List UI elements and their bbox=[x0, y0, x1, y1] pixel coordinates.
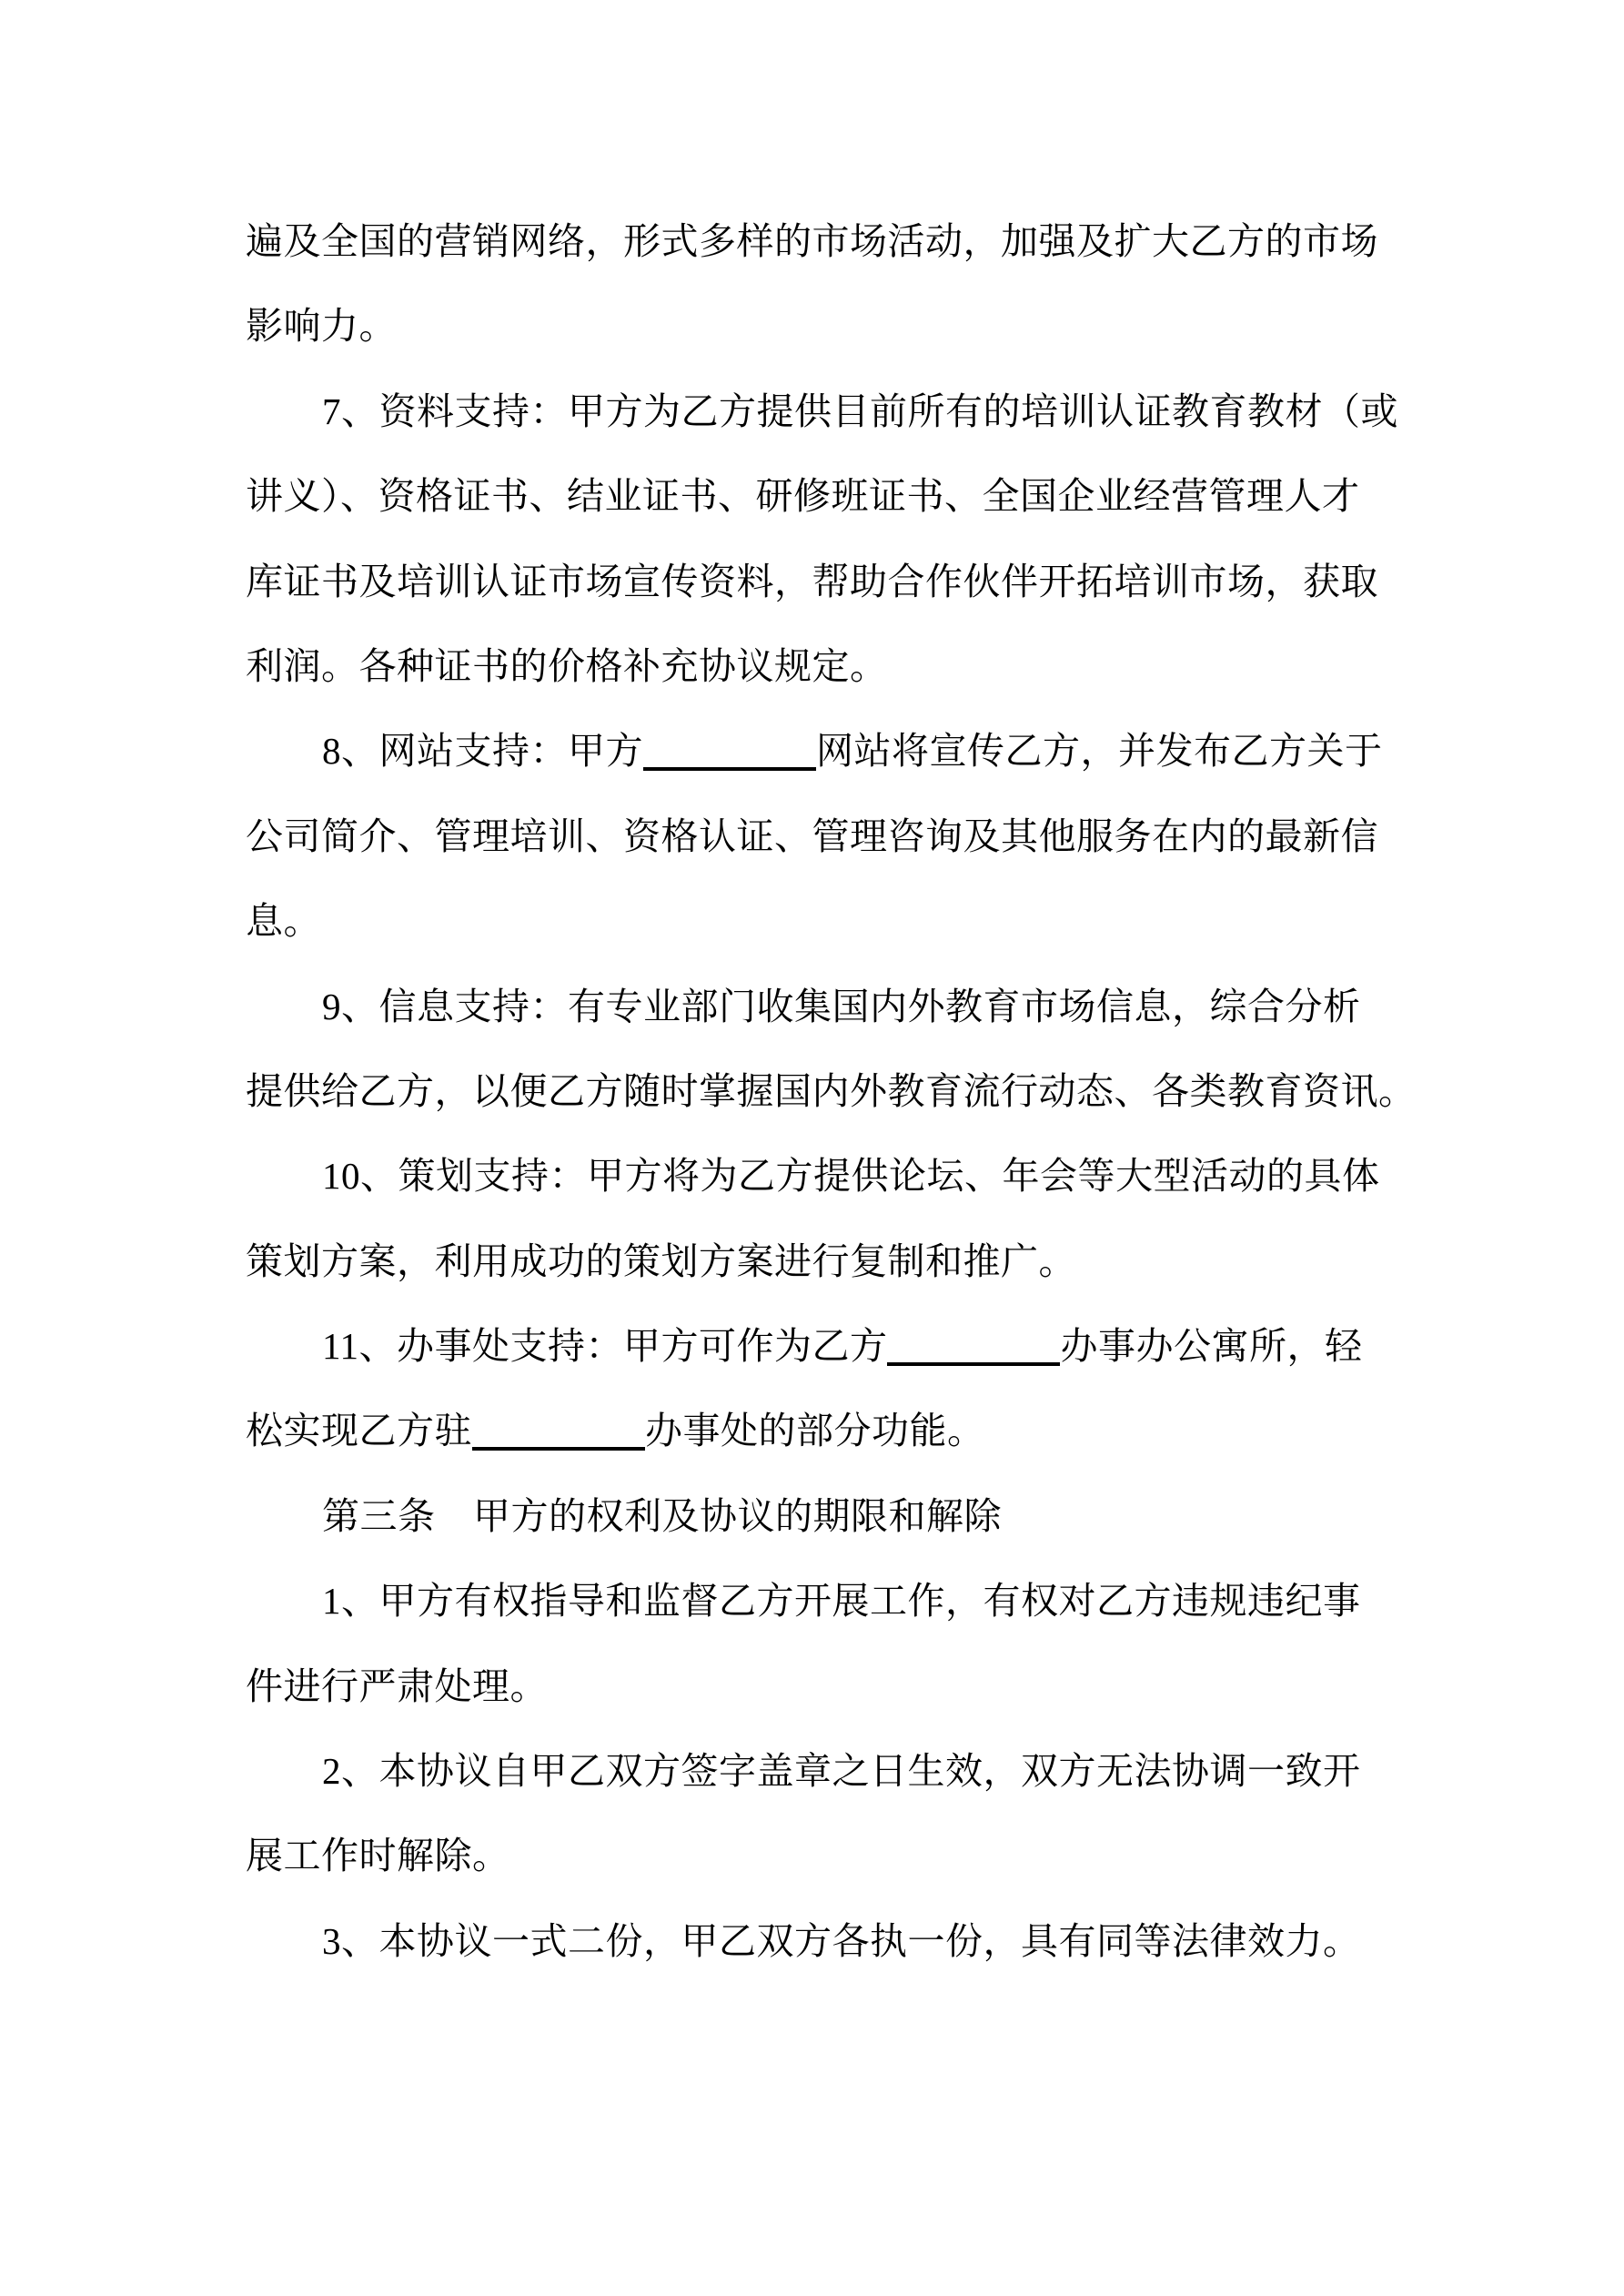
text-line: 息。 bbox=[246, 900, 321, 943]
text-line-item-9: 9、信息支持：有专业部门收集国内外教育市场信息，综合分析 bbox=[322, 985, 1361, 1027]
text-line-item-2: 2、本协议自甲乙双方签字盖章之日生效，双方无法协调一致开 bbox=[322, 1750, 1361, 1793]
text-line-item-1: 1、甲方有权指导和监督乙方开展工作，有权对乙方违规违纪事 bbox=[322, 1580, 1361, 1623]
text-line: 利润。各种证书的价格补充协议规定。 bbox=[246, 644, 888, 687]
text-line-item-8 bbox=[246, 709, 1383, 794]
text-line-item-10: 10、策划支持：甲方将为乙方提供论坛、年会等大型活动的具体 bbox=[322, 1155, 1380, 1198]
text-line: 库证书及培训认证市场宣传资料，帮助合作伙伴开拓培训市场，获取 bbox=[246, 560, 1378, 602]
text-line-item-11 bbox=[246, 1304, 1379, 1389]
line-text-before-blank: 松实现乙方驻 bbox=[246, 1410, 472, 1452]
text-line: 影响力。 bbox=[246, 305, 397, 348]
text-line: 公司简介、管理培训、资格认证、管理咨询及其他服务在内的最新信 bbox=[246, 814, 1378, 857]
text-line-item-7: 7、资料支持：甲方为乙方提供目前所有的培训认证教育教材（或 bbox=[322, 389, 1398, 432]
blank-underline-field bbox=[472, 1447, 645, 1451]
text-line: 策划方案，利用成功的策划方案进行复制和推广。 bbox=[246, 1239, 1076, 1282]
text-line: 遍及全国的营销网络，形式多样的市场活动，加强及扩大乙方的市场 bbox=[246, 220, 1378, 262]
line-text-before-blank: 11、办事处支持：甲方可作为乙方 bbox=[322, 1325, 888, 1368]
blank-underline-field bbox=[887, 1362, 1060, 1366]
line-text-after-blank: 网站将宣传乙方，并发布乙方关于 bbox=[816, 730, 1383, 773]
text-line bbox=[246, 1389, 1379, 1473]
document-text-block bbox=[246, 199, 1417, 1984]
line-text-after-blank: 办事办公寓所，轻 bbox=[1060, 1325, 1363, 1368]
line-text-after-blank: 办事处的部分功能。 bbox=[645, 1410, 985, 1452]
text-line: 展工作时解除。 bbox=[246, 1835, 510, 1877]
text-line: 提供给乙方，以便乙方随时掌握国内外教育流行动态、各类教育资讯。 bbox=[246, 1069, 1417, 1112]
text-line: 件进行严肃处理。 bbox=[246, 1664, 548, 1707]
blank-underline-field bbox=[643, 767, 816, 771]
text-line: 讲义）、资格证书、结业证书、研修班证书、全国企业经营管理人才 bbox=[246, 475, 1360, 518]
text-line-item-3: 3、本协议一式二份，甲乙双方各执一份，具有同等法律效力。 bbox=[322, 1919, 1361, 1962]
line-text-before-blank: 8、网站支持：甲方 bbox=[322, 730, 643, 773]
section-heading-line: 第三条 甲方的权利及协议的期限和解除 bbox=[322, 1494, 1002, 1537]
